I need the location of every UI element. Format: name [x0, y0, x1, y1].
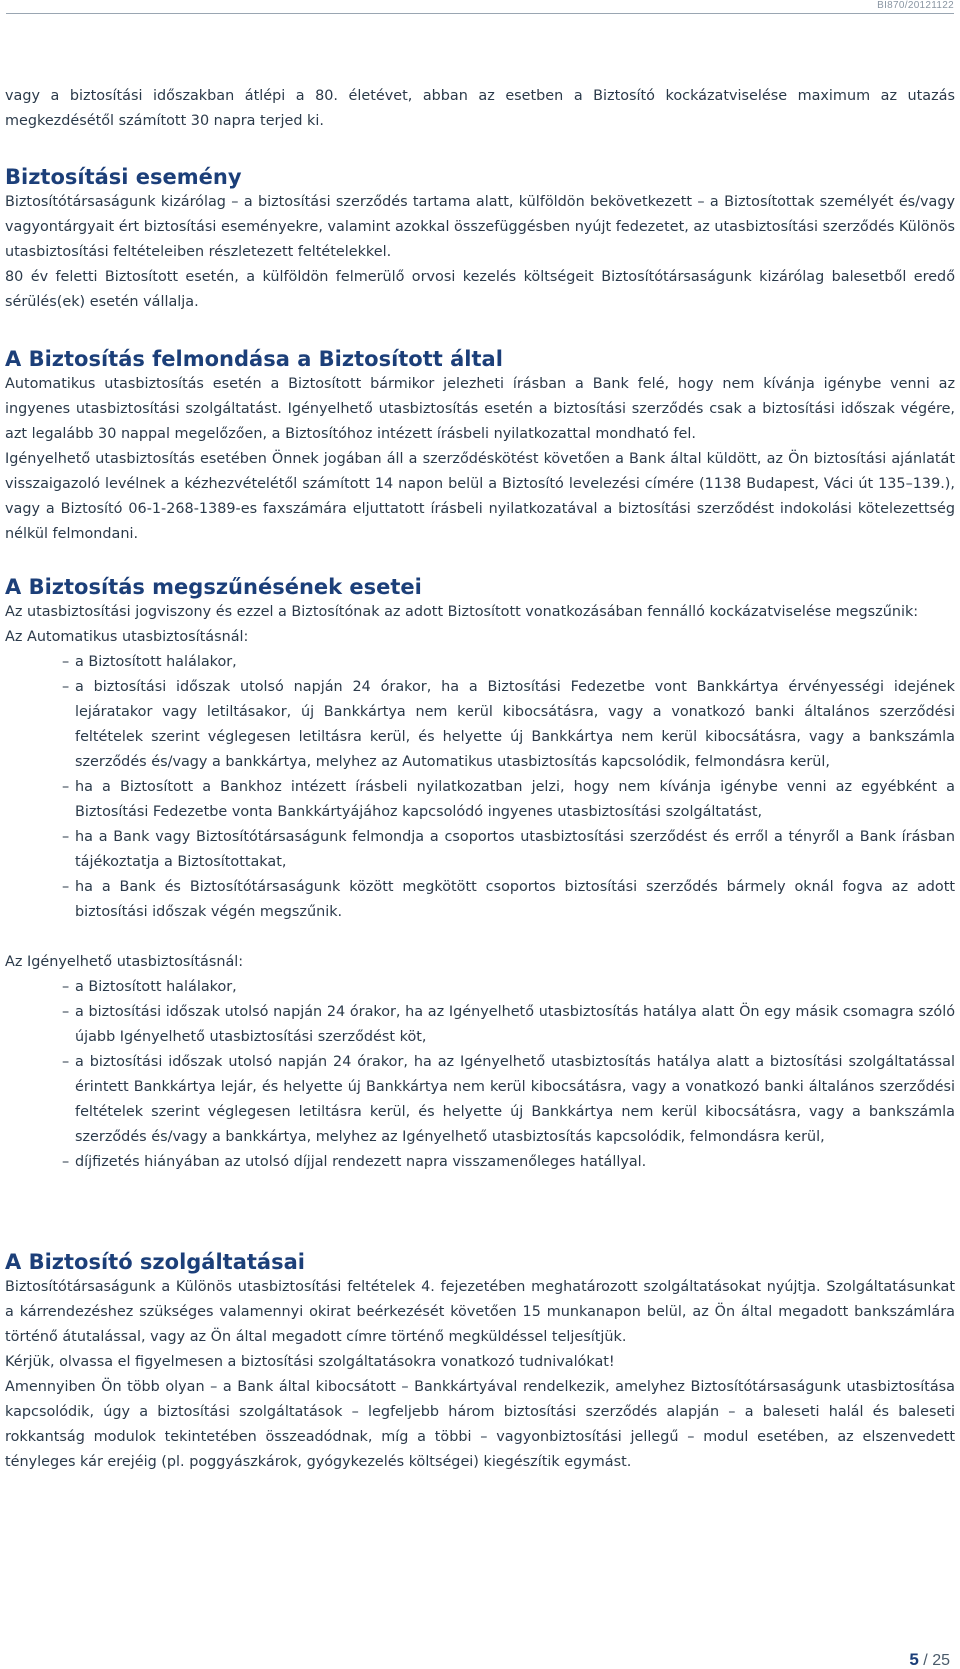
- header-rule: [6, 13, 954, 14]
- list-item: – ha a Biztosított a Bankhoz intézett írásbeli nyilatkozatban jelzi, hogy nem kívánja igénybe venni az egyébként a Biztosítási Fedezetbe vonta Bankkártyájához kapcsolódó ingyenes utasbiztosítási szolgáltatást,: [62, 779, 955, 820]
- document-code: BI870/20121122: [877, 0, 954, 11]
- section-termination-by-insured: [5, 346, 955, 547]
- list-label: Az Igényelhető utasbiztosításnál:: [5, 954, 244, 970]
- section-insurer-services: [5, 1249, 955, 1475]
- section-title: A Biztosítás megszűnésének esetei: [5, 575, 422, 599]
- section-title: A Biztosítás felmondása a Biztosított által: [5, 347, 503, 371]
- automatic-cessation-list: [5, 650, 955, 925]
- list-label: Az Automatikus utasbiztosításnál:: [5, 629, 249, 645]
- paragraph: Biztosítótársaságunk kizárólag – a biztosítási szerződés tartama alatt, külföldön bekövetkezett – a Biztosítottak személyét és/vagy vagyontárgyait ért biztosítási eseményekre, valamint azokkal összefüggésben nyújt fedezetet, az utasbiztosítási szerződés Különös utasbiztosítási feltételeiben részletezett feltételekkel.: [5, 194, 955, 260]
- page-current: 5: [909, 1650, 919, 1669]
- list-item: – a biztosítási időszak utolsó napján 24 órakor, ha az Igényelhető utasbiztosítás hatálya alatt Ön egy másik csomagra szóló újabb Igényelhető utasbiztosítási szerződést köt,: [62, 1004, 955, 1045]
- page-separator: /: [923, 1652, 928, 1669]
- list-item: – a Biztosított halálakor,: [62, 654, 237, 670]
- intro-paragraph: [5, 84, 955, 134]
- list-item: – a biztosítási időszak utolsó napján 24 órakor, ha a Biztosítási Fedezetbe vont Bankkártya érvényességi idejének lejáratakor vagy letiltásakor, új Bankkártya nem kerül kibocsátásra, vagy a vonatkozó banki általános szerződési feltételek szerint véglegesen letiltásra kerül, és helyette új Bankkártya nem kerül kibocsátásra, vagy a bankszámla szerződés és/vagy a bankkártya, melyhez az Automatikus utasbiztosítás kapcsolódik, felmondásra kerül,: [62, 679, 955, 770]
- intro-text: vagy a biztosítási időszakban átlépi a 80. életévet, abban az esetben a Biztosító kockázatviselése maximum az utazás megkezdésétől számított 30 napra terjed ki.: [5, 88, 955, 129]
- list-item: – a biztosítási időszak utolsó napján 24 órakor, ha az Igényelhető utasbiztosítás hatálya alatt a biztosítási szolgáltatással érintett Bankkártya lejár, és helyette új Bankkártya nem kerül kibocsátásra, vagy a vonatkozó banki általános szerződési feltételek szerint véglegesen letiltásra kerül, és helyette új Bankkártya nem kerül kibocsátásra, vagy a bankszámla szerződés és/vagy a bankkártya, melyhez az Igényelhető utasbiztosítás kapcsolódik, felmondásra kerül,: [62, 1054, 955, 1145]
- paragraph: 80 év feletti Biztosított esetén, a külföldön felmerülő orvosi kezelés költségeit Biztosítótársaságunk kizárólag balesetből eredő sérülés(ek) esetén vállalja.: [5, 269, 955, 310]
- list-item: – díjfizetés hiányában az utolsó díjjal rendezett napra visszamenőleges hatállyal.: [62, 1154, 647, 1170]
- paragraph: Biztosítótársaságunk a Különös utasbiztosítási feltételek 4. fejezetében meghatározott szolgáltatásokat nyújtja. Szolgáltatásunkat a kárrendezéshez szükséges valamennyi okirat beérkezését követően 15 munkanapon belül, az Ön által megadott bankszámlára történő átutalással, vagy az Ön által megadott címre történő megküldéssel teljesítjük.: [5, 1279, 955, 1345]
- paragraph: Amennyiben Ön több olyan – a Bank által kibocsátott – Bankkártyával rendelkezik, amelyhez Biztosítótársaságunk utasbiztosítása kapcsolódik, úgy a biztosítási szolgáltatások – legfeljebb három biztosítási szerződés alapján – a baleseti halál és baleseti rokkantság modulok tekintetében összeadódnak, míg a többi – vagyonbiztosítási jellegű – modul esetében, az elszenvedett tényleges kár erejéig (pl. poggyászkárok, gyógykezelés költségei) kiegészítik egymást.: [5, 1379, 955, 1470]
- section-title: A Biztosító szolgáltatásai: [5, 1250, 305, 1274]
- section-insurance-event: [5, 164, 955, 315]
- paragraph: Automatikus utasbiztosítás esetén a Biztosított bármikor jelezheti írásban a Bank felé, hogy nem kívánja igénybe venni az ingyenes utasbiztosítási szolgáltatást. Igényelhető utasbiztosítás esetén a biztosítási szerződés csak a biztosítási időszak végére, azt legalább 30 nappal megelőzően, a Biztosítóhoz intézett írásbeli nyilatkozattal mondható fel.: [5, 376, 955, 442]
- paragraph: Igényelhető utasbiztosítás esetében Önnek jogában áll a szerződéskötést követően a Bank által küldött, az Ön biztosítási ajánlatát visszaigazoló levélnek a kézhezvételétől számított 14 napon belül a Biztosító levelezési címére (1138 Budapest, Váci út 135–139.), vagy a Biztosító 06-1-268-1389-es faxszámára eljuttatott írásbeli nyilatkozatával a biztosítási szerződést indokolási kötelezettség nélkül felmondani.: [5, 451, 955, 542]
- list-item: – ha a Bank és Biztosítótársaságunk között megkötött csoportos biztosítási szerződés bármely oknál fogva az adott biztosítási időszak végén megszűnik.: [62, 879, 955, 920]
- list-item: – a Biztosított halálakor,: [62, 979, 237, 995]
- paragraph: Az utasbiztosítási jogviszony és ezzel a Biztosítónak az adott Biztosított vonatkozásában fennálló kockázatviselése megszűnik:: [5, 604, 919, 620]
- section-cessation: [5, 574, 955, 1175]
- list-item: – ha a Bank vagy Biztosítótársaságunk felmondja a csoportos utasbiztosítási szerződést és erről a tényről a Bank írásban tájékoztatja a Biztosítottakat,: [62, 829, 955, 870]
- optional-cessation-list: [5, 975, 955, 1175]
- paragraph: Kérjük, olvassa el figyelmesen a biztosítási szolgáltatásokra vonatkozó tudnivalókat!: [5, 1354, 615, 1370]
- page-total: 25: [932, 1652, 950, 1669]
- page-number: [909, 1650, 950, 1669]
- section-title: Biztosítási esemény: [5, 165, 242, 189]
